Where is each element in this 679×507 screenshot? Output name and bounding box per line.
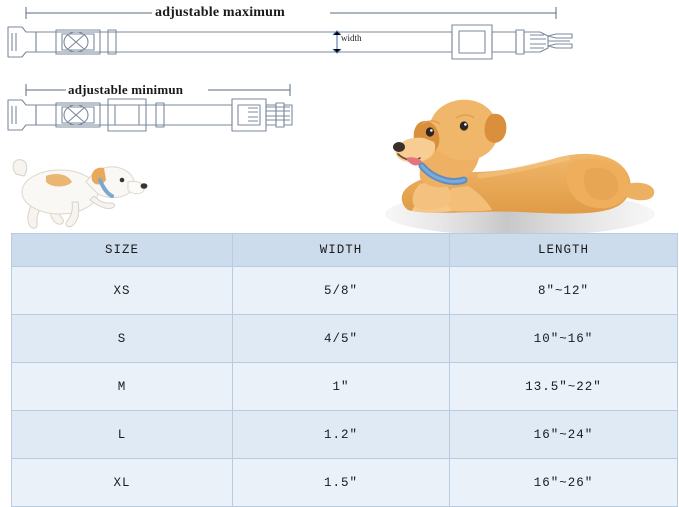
lying-golden-retriever-illustration <box>360 92 660 240</box>
column-header-width: WIDTH <box>233 234 450 267</box>
running-dog-illustration <box>8 152 148 237</box>
cell-width: 1" <box>233 363 450 411</box>
cell-size: XL <box>12 459 233 507</box>
size-table <box>11 233 678 507</box>
cell-width: 4/5" <box>233 315 450 363</box>
width-label: width <box>341 33 362 43</box>
cell-size: M <box>12 363 233 411</box>
cell-length: 16"~26" <box>450 459 678 507</box>
cell-width: 1.2" <box>233 411 450 459</box>
cell-length: 10"~16" <box>450 315 678 363</box>
adjustable-maximum-label: adjustable maximum <box>155 5 285 20</box>
table-row <box>12 363 678 411</box>
table-row <box>12 459 678 507</box>
column-header-length: LENGTH <box>450 234 678 267</box>
column-header-size: SIZE <box>12 234 233 267</box>
table-row <box>12 411 678 459</box>
cell-width: 1.5" <box>233 459 450 507</box>
table-header-row <box>12 234 678 267</box>
table-row <box>12 267 678 315</box>
measure-line-width <box>333 31 341 53</box>
cell-size: S <box>12 315 233 363</box>
table-row <box>12 315 678 363</box>
cell-size: XS <box>12 267 233 315</box>
measure-line-maximum <box>26 7 556 19</box>
adjustable-minimum-label: adjustable minimun <box>68 82 184 97</box>
cell-length: 16"~24" <box>450 411 678 459</box>
cell-length: 13.5"~22" <box>450 363 678 411</box>
cell-size: L <box>12 411 233 459</box>
cell-length: 8"~12" <box>450 267 678 315</box>
cell-width: 5/8" <box>233 267 450 315</box>
